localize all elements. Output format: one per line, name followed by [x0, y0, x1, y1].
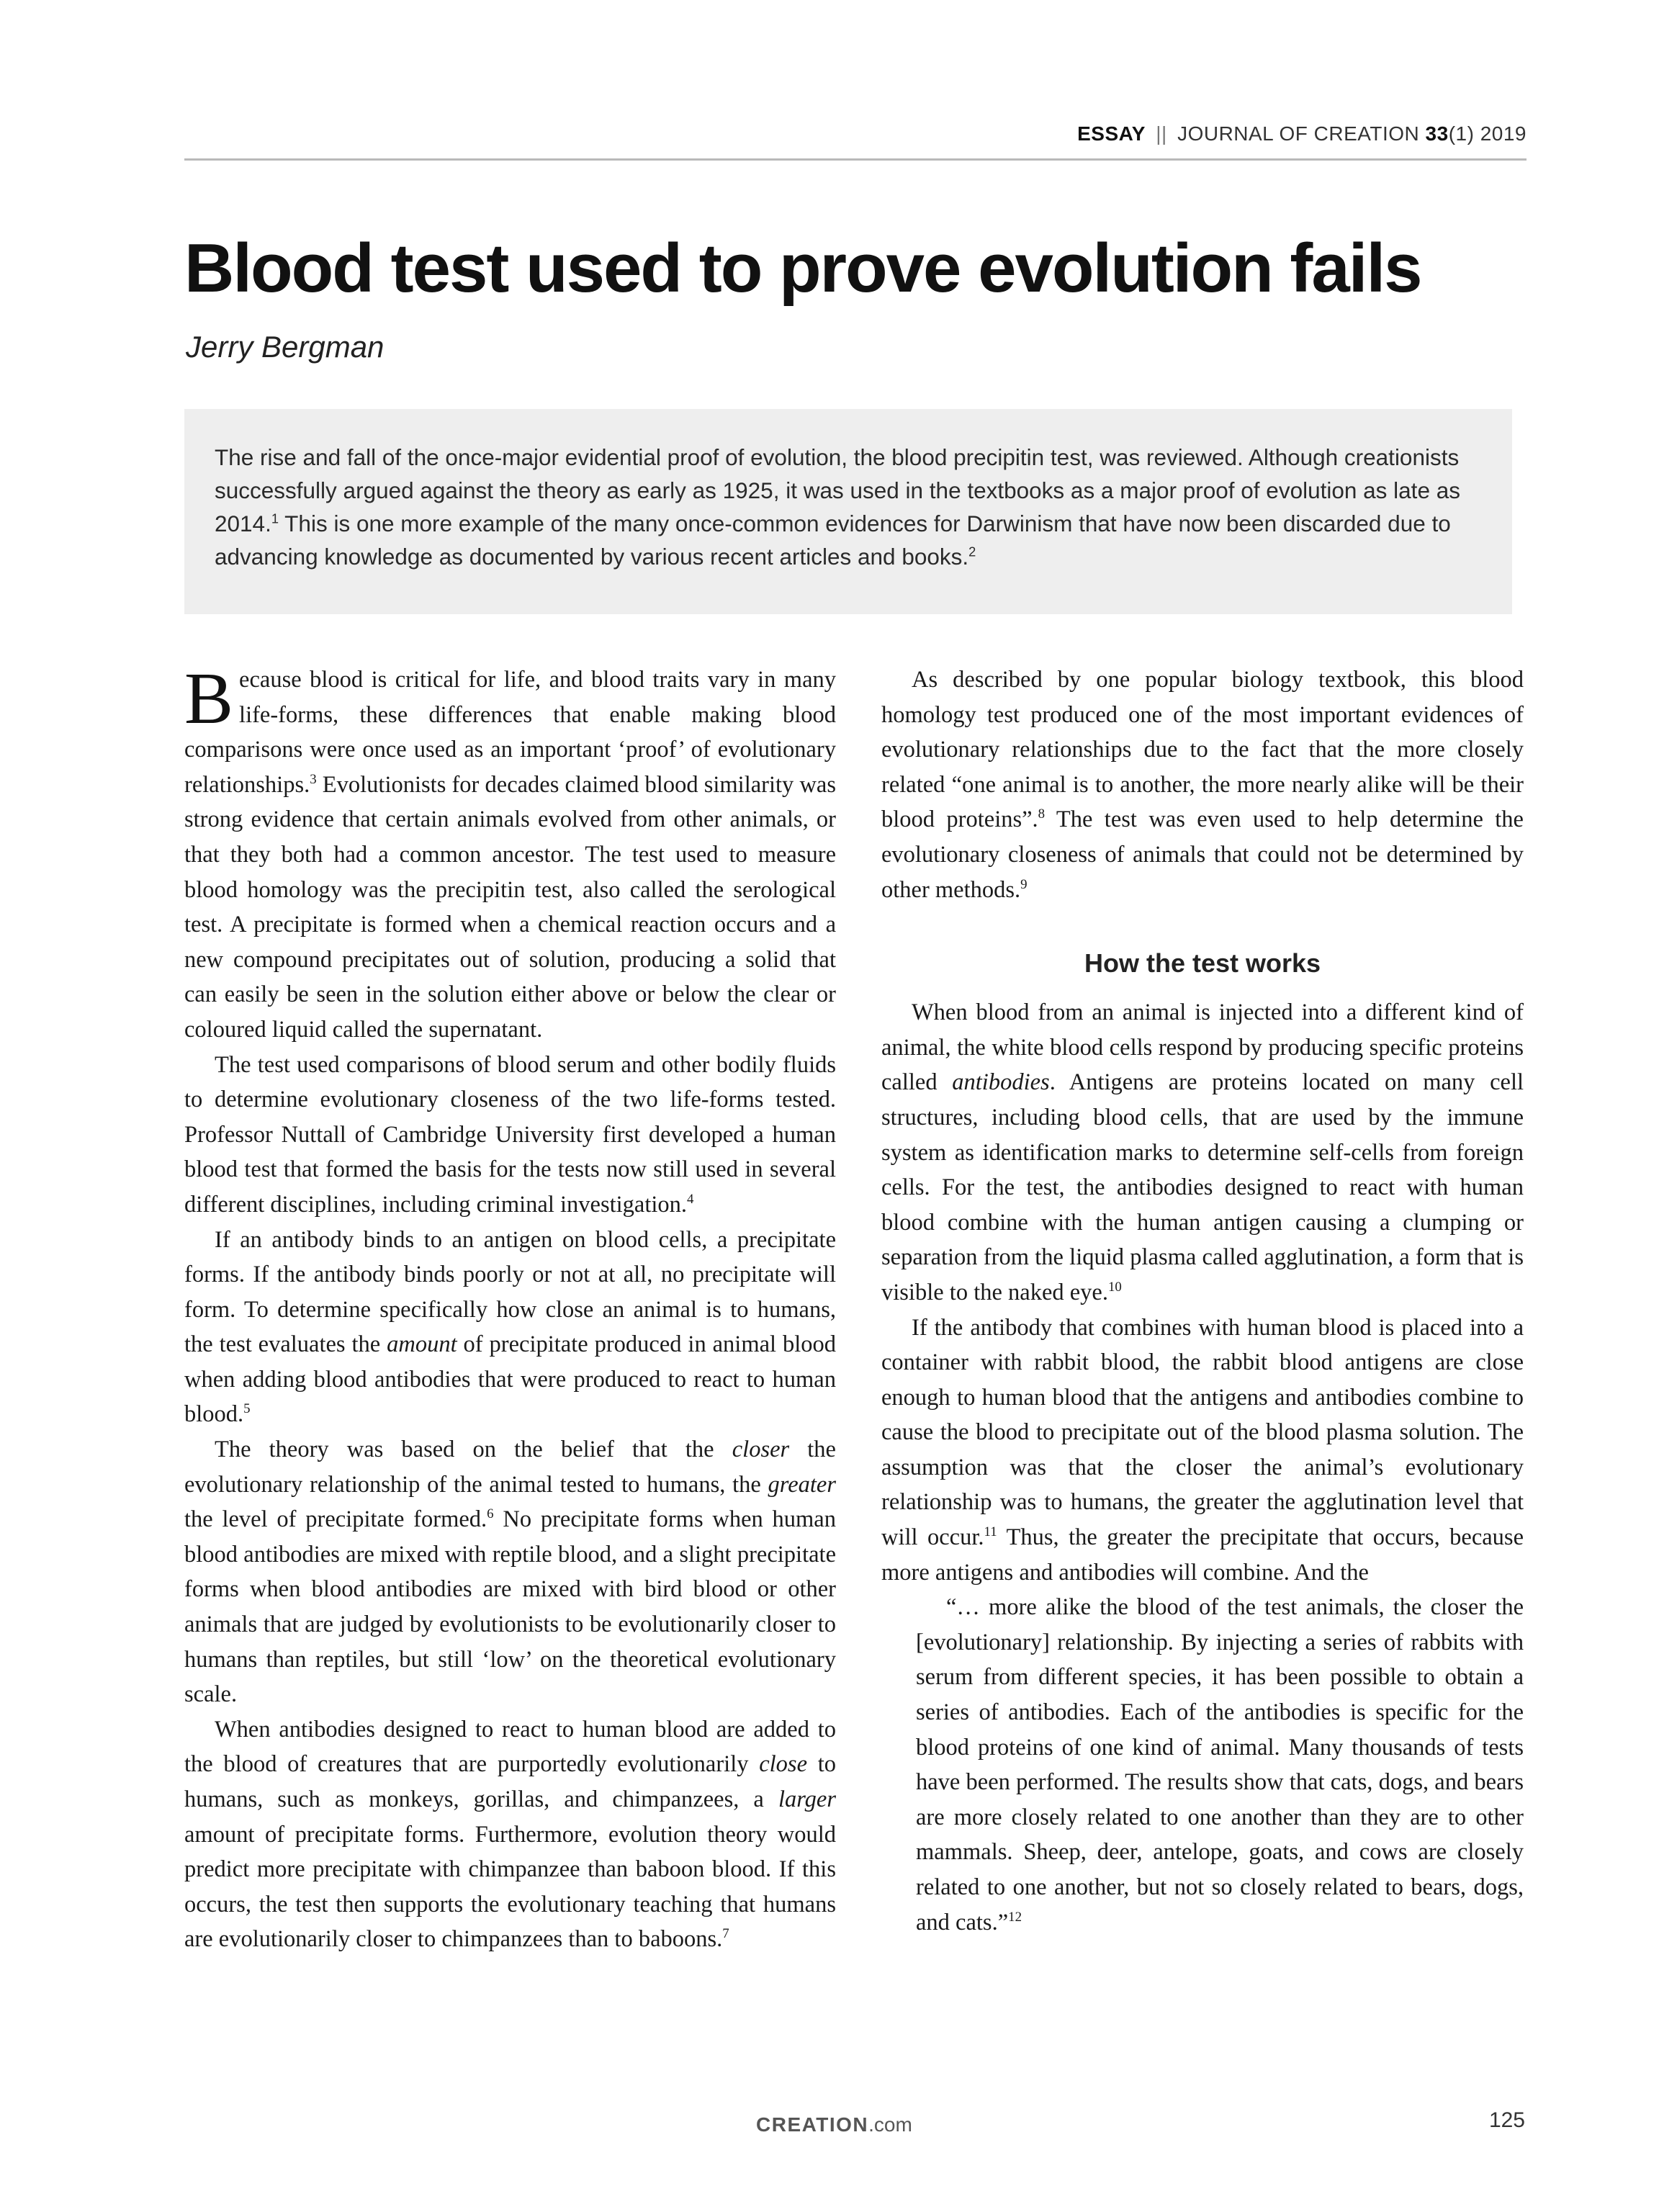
paragraph: The theory was based on the belief that the closer the evolutionary relationship of the animal tested to humans, the greater the level of precipitate formed.$^6$ No precipitate forms when human blood antibodies are mixed with reptile blood, and a slight precipitate forms when blood antibodies are mixed with bird blood or other animals that are judged by evolutionists to be evolutionarily closer to humans than reptiles, but still ‘low’ on the theoretical evolutionary scale.: [184, 1437, 836, 1708]
header-separator: ||: [1156, 122, 1167, 145]
footnote-ref: 11: [984, 1524, 997, 1540]
footnote-ref: 9: [1020, 876, 1028, 892]
paragraph: If the antibody that combines with human blood is placed into a container with rabbit blood, the rabbit blood antigens are close enough to human blood that the antigens and antibodies combine to cause the blood to precipitate out of the blood plasma solution. The assumption was that the closer the animal’s evolutionary relationship was to humans, the greater the agglutination level that will occur.$^{11}$ Thus, the greater the precipitate that occurs, because more antigens and antibodies will combine. And the: [881, 1314, 1524, 1586]
footnote-ref: 4: [687, 1192, 694, 1208]
paragraph: As described by one popular biology textbook, this blood homology test produced one of the most important evidences of evolutionary relationships due to the fact that the more closely related “one animal is to another, the more nearly alike will be their blood proteins”.$^8$ The test was even used to help determine the evolutionary closeness of animals that could not be determined by other methods.$^9$: [881, 667, 1524, 903]
header-journal: JOURNAL OF CREATION: [1177, 122, 1420, 145]
header-issue-year: (1) 2019: [1448, 122, 1527, 145]
footnote-ref: 1: [271, 511, 279, 526]
paragraph: When blood from an animal is injected into a different kind of animal, the white blood cells respond by producing specific proteins called antibodies. Antigens are proteins located on many cell structures, including blood cells, that are used by the immune system as identification marks to determine self-cells from foreign cells. For the test, the antibodies designed to react with human blood combine with the human antigen causing a clumping or separation from the liquid plasma called agglutination, a form that is visible to the naked eye.$^{10}$: [881, 999, 1524, 1305]
header-section: ESSAY: [1077, 122, 1146, 145]
drop-cap: B: [184, 658, 234, 739]
paragraph: If an antibody binds to an antigen on blood cells, a precipitate forms. If the antibody binds poorly or not at all, no precipitate will form. To determine specifically how close an animal is to humans, the test evaluates the amount of precipitate produced in animal blood when adding blood antibodies that were produced to react to human blood.$^5$: [184, 1226, 837, 1428]
footnote-ref: 8: [1038, 806, 1046, 822]
footnote-ref: 2: [968, 544, 976, 559]
footnote-ref: 3: [310, 771, 317, 787]
paragraph: Because blood is critical for life, and blood traits vary in many life-forms, these differences that enable making blood comparisons were once used as an important ‘proof’ of evolutionary relationships.$^3$ Evolutionists for decades claimed blood similarity was strong evidence that certain animals evolved from other animals, or that they both had a common ancestor. The test used to measure blood homology was the precipitin test, also called the serological test. A precipitate is formed when a chemical reaction occurs and a new compound precipitates out of solution, producing a solid that can easily be seen in the solution either above or below the clear or coloured liquid called the supernatant.: [184, 658, 836, 1043]
footnote-ref: 12: [1008, 1909, 1022, 1925]
footnote-ref: 6: [487, 1506, 494, 1522]
article-author: Jerry Bergman: [186, 330, 385, 364]
running-header: [184, 122, 1527, 161]
footnote-ref: 10: [1107, 1280, 1122, 1295]
article-title: Blood test used to prove evolution fails: [184, 230, 1421, 307]
section-heading: How the test works: [1084, 948, 1321, 979]
creation-logo: CREATION.com: [756, 2113, 912, 2136]
footnote-ref: 5: [243, 1401, 251, 1417]
right-column: [881, 662, 1524, 1940]
abstract-box: [184, 409, 1512, 614]
page-number: 125: [1488, 2108, 1525, 2132]
abstract-text: The rise and fall of the once-major evidential proof of evolution, the blood precipitin test, was reviewed. Although creationists successfully argued against the theory as early as 1925, it was used in the textbooks as a major proof of evolution as late as 2014.$^1$ This is one more example of the many once-common evidences for Darwinism that have now been discarded due to advancing knowledge as documented by various recent articles and books.$^2$: [215, 444, 1460, 570]
block-quote: “… more alike the blood of the test animals, the closer the [evolutionary] relationship. By injecting a series of rabbits with serum from different species, it has been possible to obtain a series of antibodies. Each of the antibodies is specific for the blood proteins of one kind of animal. Many thousands of tests have been performed. The results show that cats, dogs, and bears are more closely related to one another than they are to other mammals. Sheep, deer, antelope, goats, and cows are closely related to one another, but not so closely related to bears, dogs, and cats.”$^{12}$: [916, 1594, 1524, 1936]
header-volume: 33: [1425, 122, 1449, 145]
footnote-ref: 7: [722, 1926, 729, 1942]
left-column: [184, 658, 837, 1957]
paragraph: When antibodies designed to react to human blood are added to the blood of creatures that are purportedly evolutionarily close to humans, such as monkeys, gorillas, and chimpanzees, a larger amount of precipitate forms. Furthermore, evolution theory would predict more precipitate with chimpanzee than baboon blood. If this occurs, the test then supports the evolutionary teaching that humans are evolutionarily closer to chimpanzees than to baboons.$^7$: [184, 1716, 837, 1953]
paragraph: The test used comparisons of blood serum and other bodily fluids to determine evolutionary closeness of the two life-forms tested. Professor Nuttall of Cambridge University first developed a human blood test that formed the basis for the tests now still used in several different disciplines, including criminal investigation.$^4$: [184, 1051, 836, 1218]
